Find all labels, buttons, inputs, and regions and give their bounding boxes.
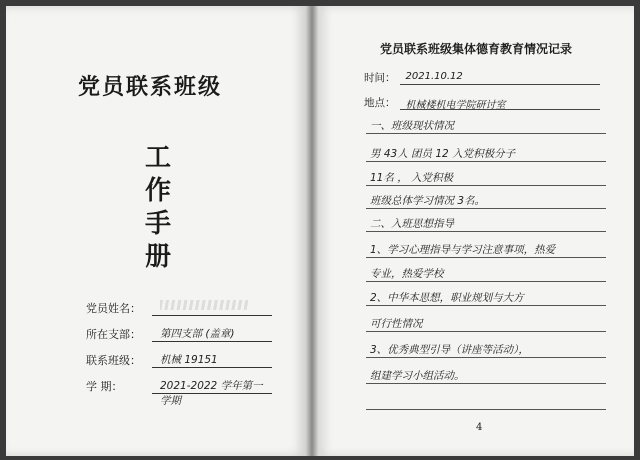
time-value: 2021.10.12 [400,71,600,85]
record-title: 党员联系班级集体德育教育情况记录 [379,42,572,56]
record-line: 3、优秀典型引导（讲座等活动）， [366,342,606,358]
record-line: 男 43人 团员 12 入党积极分子 [366,146,606,162]
title-char-1: 工 [144,143,171,173]
field-label: 联系班级： [86,354,141,367]
record-time [364,70,600,85]
field-label: 学 期： [86,380,123,393]
field-value: 2021-2022 学年第一学期 [152,378,272,394]
record-line: 二、入班思想指导 [366,216,606,232]
record-line: 组建学习小组活动。 [366,368,606,384]
title-char-3: 手 [144,209,171,239]
time-label: 时间： [364,72,396,84]
record-line: 专业，热爱学校 [366,266,606,282]
record-line: 1、学习心理指导与学习注意事项，热爱 [366,242,606,258]
record-line: 一、班级现状情况 [366,118,606,134]
record-line: 2、中华本思想，职业规划与大方 [366,290,606,306]
field-label: 党员姓名： [86,302,141,315]
field-value: 机械 19151 [152,352,272,368]
place-label: 地点： [364,97,396,109]
cover-heading: 党员联系班级 [77,74,222,100]
work-manual-title [138,142,178,274]
field-branch [86,326,272,342]
record-line [366,394,606,410]
field-value: 第四支部 (盖章) [152,326,272,342]
title-char-4: 册 [144,242,171,272]
field-member-name [86,300,272,316]
field-value-redacted [152,300,272,316]
book-gutter [306,6,318,456]
field-class [86,352,272,368]
record-place [364,95,600,110]
redaction-mark [160,300,250,310]
record-line: 11名 ， 入党积极 [366,170,606,186]
page-number: 4 [476,422,483,433]
field-semester [86,378,272,407]
place-value: 机械楼机电学院研讨室 [400,96,600,110]
field-label: 所在支部： [86,328,141,341]
title-char-2: 作 [144,176,171,206]
record-line: 班级总体学习情况 3名。 [366,193,606,209]
record-line: 可行性情况 [366,316,606,332]
